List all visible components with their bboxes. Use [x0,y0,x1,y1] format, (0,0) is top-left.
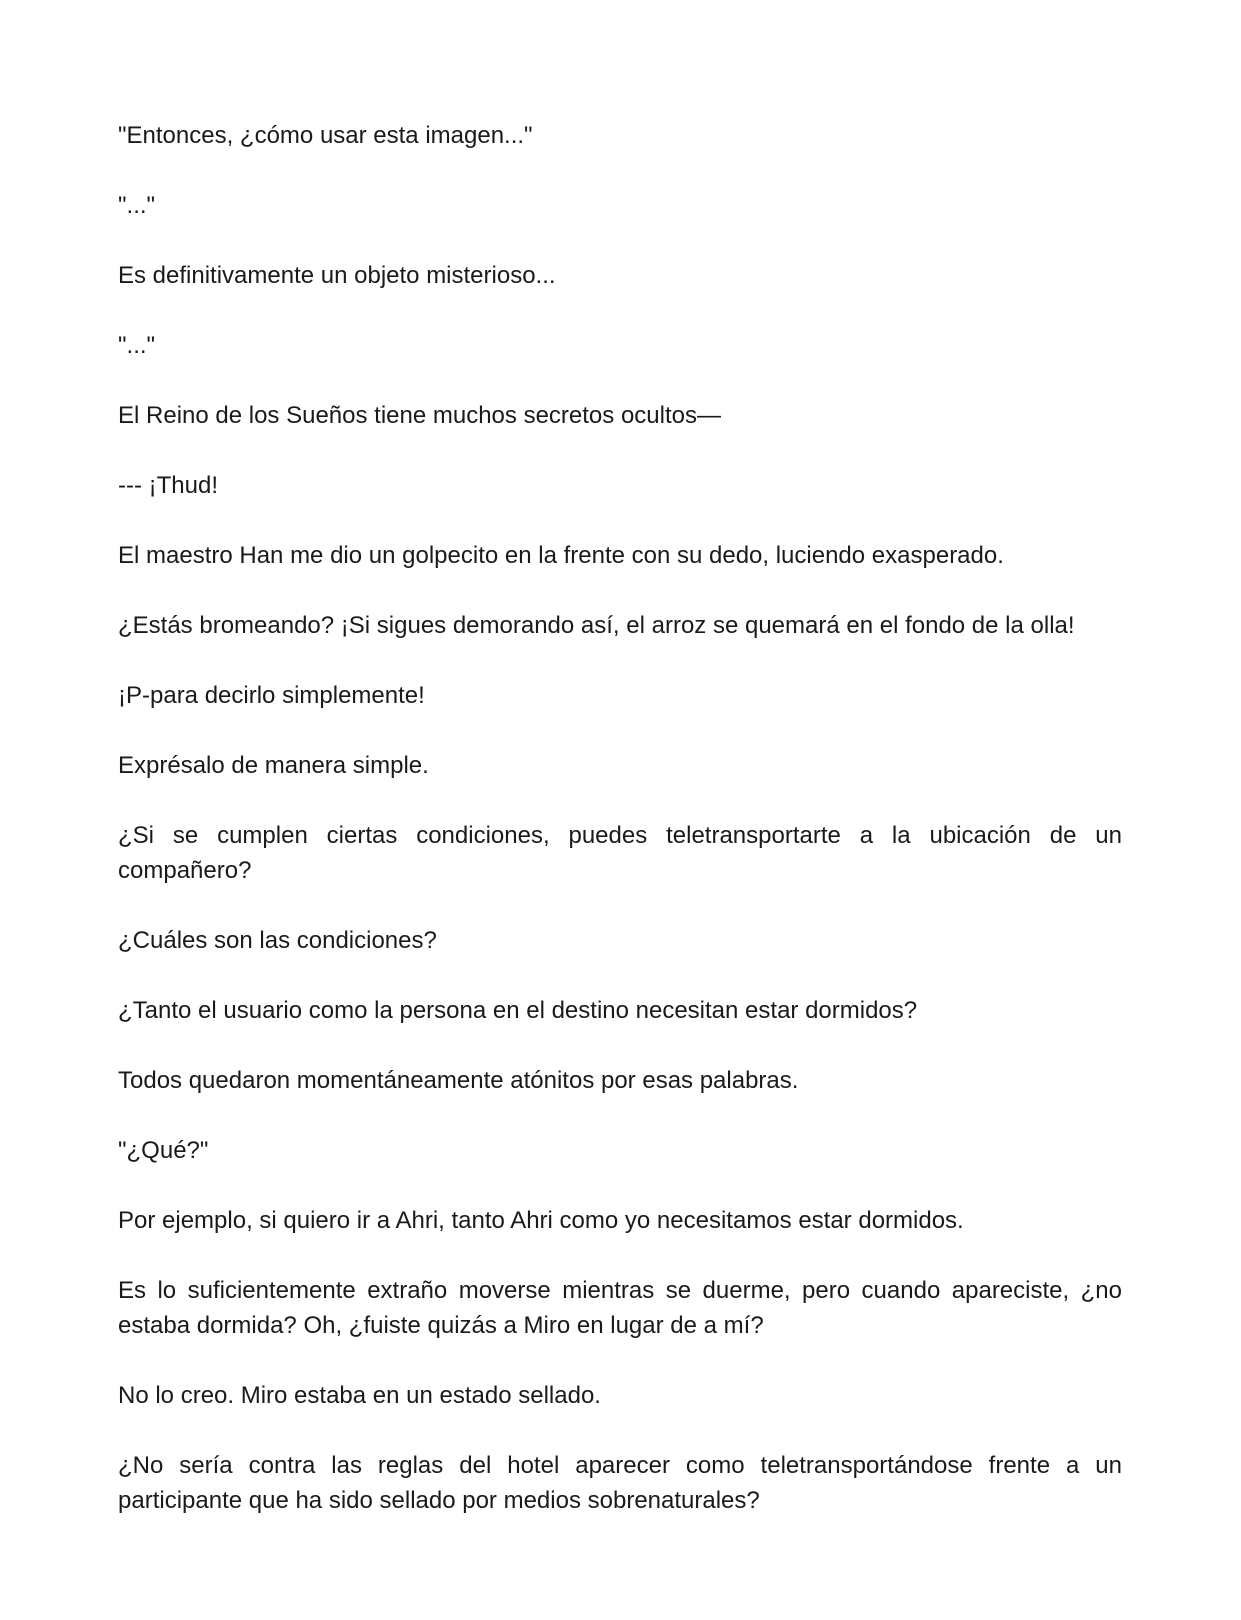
paragraph: ¡P-para decirlo simplemente! [118,682,425,709]
paragraph: --- ¡Thud! [118,472,219,499]
paragraph: "¿Qué?" [118,1137,209,1164]
paragraph: ¿Cuáles son las condiciones? [118,927,437,954]
paragraph: Por ejemplo, si quiero ir a Ahri, tanto Ahri como yo necesitamos estar dormidos. [118,1207,964,1234]
paragraph: Exprésalo de manera simple. [118,752,429,779]
paragraph: ¿Estás bromeando? ¡Si sigues demorando así, el arroz se quemará en el fondo de la olla! [118,612,1075,639]
paragraph: El Reino de los Sueños tiene muchos secretos ocultos— [118,402,721,429]
document-body [118,118,1122,1553]
paragraph: ¿Tanto el usuario como la persona en el destino necesitan estar dormidos? [118,997,918,1024]
paragraph: ¿Si se cumplen ciertas condiciones, puedes teletransportarte a la ubicación de un compañero? [118,822,1122,884]
paragraph: El maestro Han me dio un golpecito en la frente con su dedo, luciendo exasperado. [118,542,1004,569]
paragraph: "Entonces, ¿cómo usar esta imagen..." [118,122,533,149]
paragraph: "..." [118,332,156,359]
paragraph: Todos quedaron momentáneamente atónitos por esas palabras. [118,1067,799,1094]
paragraph: No lo creo. Miro estaba en un estado sellado. [118,1382,601,1409]
paragraph: ¿No sería contra las reglas del hotel aparecer como teletransportándose frente a un participante que ha sido sellado por medios sobrenaturales? [118,1452,1122,1514]
paragraph: Es definitivamente un objeto misterioso... [118,262,556,289]
paragraph: "..." [118,192,156,219]
paragraph: Es lo suficientemente extraño moverse mientras se duerme, pero cuando apareciste, ¿no estaba dormida? Oh, ¿fuiste quizás a Miro en lugar de a mí? [118,1277,1122,1339]
